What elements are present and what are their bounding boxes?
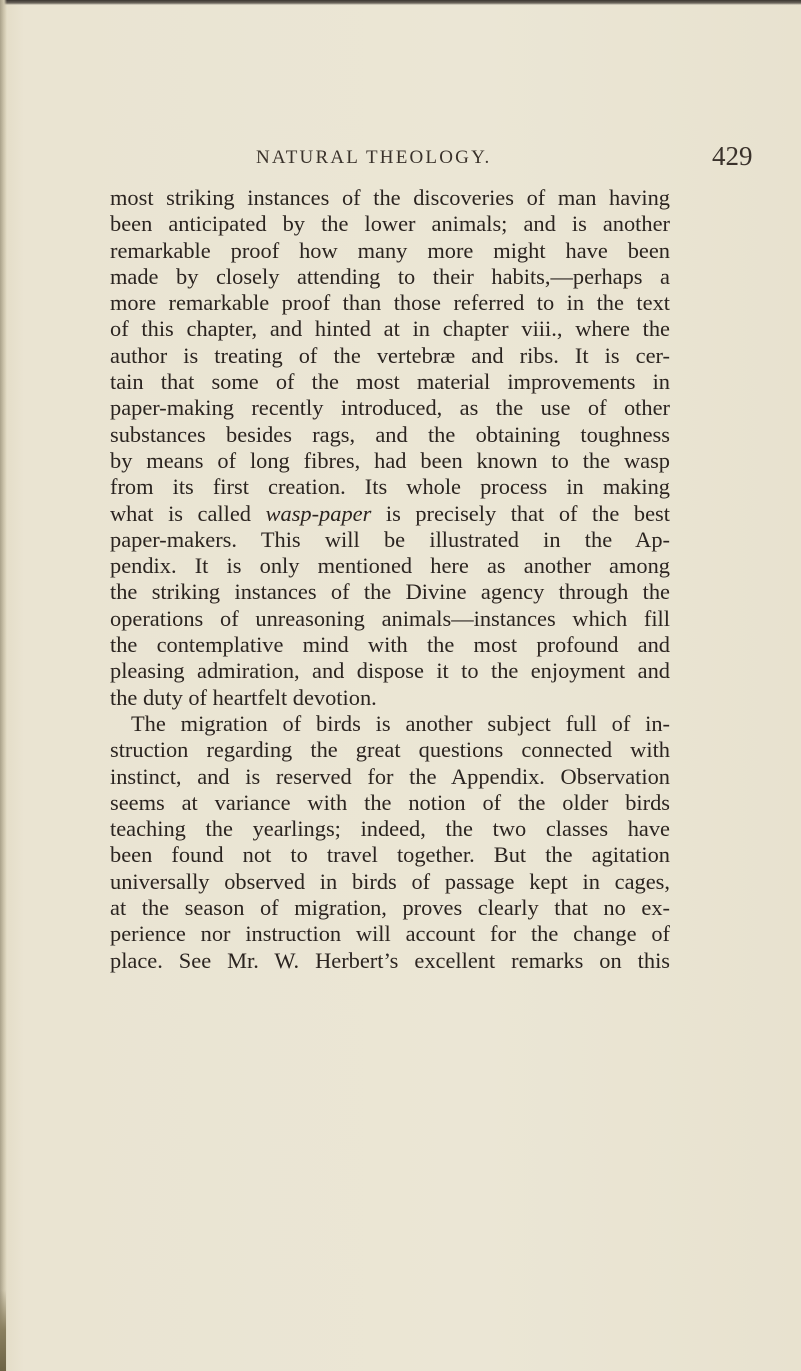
page-top-edge <box>0 0 801 5</box>
text-line: the contemplative mind with the most profound and <box>110 632 670 658</box>
text-segment: is precisely that of the best <box>371 500 670 526</box>
text-line: pleasing admiration, and dispose it to the enjoyment and <box>110 658 670 684</box>
text-line: universally observed in birds of passage kept in cages, <box>110 868 670 894</box>
paragraph-2 <box>110 711 670 974</box>
running-header <box>0 131 801 171</box>
text-line: The migration of birds is another subject full of in- <box>131 710 670 736</box>
text-line: the striking instances of the Divine agency through the <box>110 579 670 605</box>
text-line: teaching the yearlings; indeed, the two classes have <box>110 816 670 842</box>
text-line: from its first creation. Its whole process in making <box>110 474 670 500</box>
text-line: of this chapter, and hinted at in chapter viii., where the <box>110 316 670 342</box>
body-text <box>110 185 670 974</box>
text-line: operations of unreasoning animals—instances which fill <box>110 605 670 631</box>
text-line: been anticipated by the lower animals; and is another <box>110 211 670 237</box>
page-number: 429 <box>712 141 753 171</box>
page-binding-edge <box>0 0 7 1371</box>
text-line: substances besides rags, and the obtaining toughness <box>110 421 670 447</box>
paragraph-1 <box>110 185 670 711</box>
text-line: seems at variance with the notion of the older birds <box>110 789 670 815</box>
text-line: been found not to travel together. But the agitation <box>110 842 670 868</box>
text-line: author is treating of the vertebræ and ribs. It is cer- <box>110 342 670 368</box>
text-line: more remarkable proof than those referred to in the text <box>110 290 670 316</box>
running-title: NATURAL THEOLOGY. <box>256 147 492 168</box>
text-segment: what is called <box>110 500 266 526</box>
text-line: by means of long fibres, had been known to the wasp <box>110 447 670 473</box>
text-line: struction regarding the great questions connected with <box>110 737 670 763</box>
text-line: paper-makers. This will be illustrated in the Ap- <box>110 526 670 552</box>
text-line: instinct, and is reserved for the Appendix. Observation <box>110 763 670 789</box>
text-line: perience nor instruction will account for the change of <box>110 921 670 947</box>
page-edge-stain <box>0 1290 6 1371</box>
text-line: the duty of heartfelt devotion. <box>110 684 377 710</box>
text-line: remarkable proof how many more might have been <box>110 237 670 263</box>
text-line: place. See Mr. W. Herbert’s excellent remarks on this <box>110 947 670 973</box>
text-line: most striking instances of the discoveries of man having <box>110 185 670 210</box>
text-line: made by closely attending to their habits,—perhaps a <box>110 263 670 289</box>
italic-term: wasp-paper <box>265 500 372 526</box>
text-line-with-italic <box>110 501 670 527</box>
text-line: at the season of migration, proves clearly that no ex- <box>110 895 670 921</box>
text-line: paper-making recently introduced, as the use of other <box>110 395 670 421</box>
text-line: tain that some of the most material improvements in <box>110 369 670 395</box>
text-line: pendix. It is only mentioned here as another among <box>110 553 670 579</box>
